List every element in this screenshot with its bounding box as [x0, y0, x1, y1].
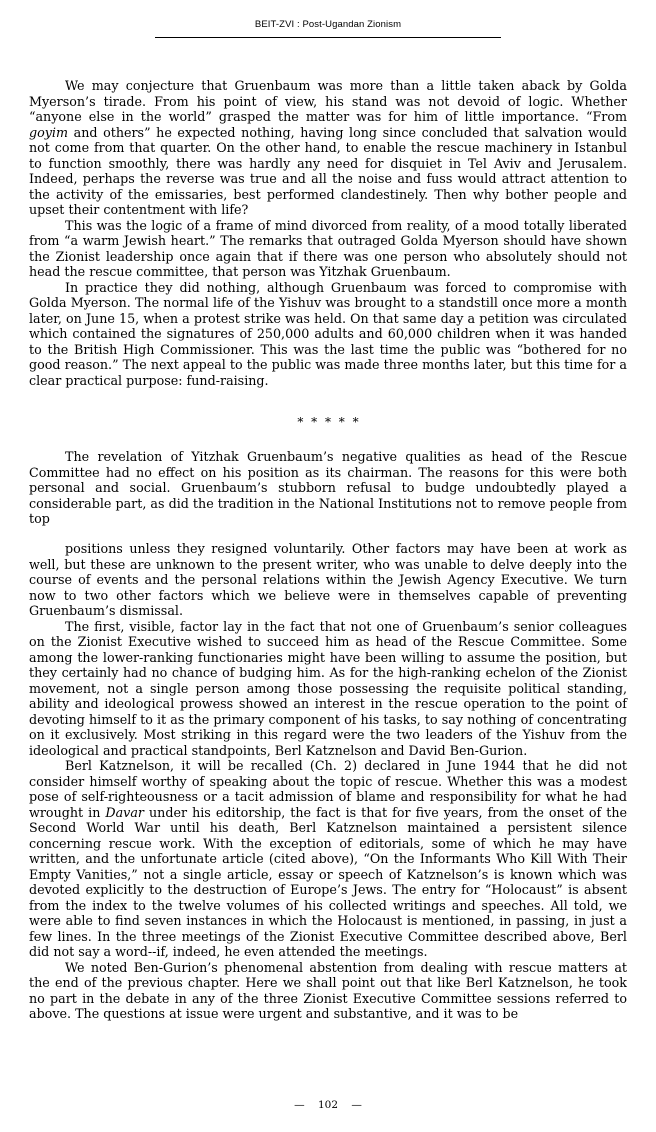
- italic-term: goyim: [29, 124, 69, 140]
- paragraph-text: In practice they did nothing, although Gruenbaum was forced to compromise with Golda Myerson. The normal life of the Yishuv was brought to a standstill once more a month later, on June 15, when a protest strike was held. On that same day a petition was circulated which contained the signatures of 250,000 adults and 60,000 children when it was handed to the British High Commissioner. This was the last time the public was “bothered for no good reason.” The next appeal to the public was made three months later, but this time for a clear practical purpose: fund-raising.: [29, 279, 627, 388]
- folio-dash-left: —: [294, 1099, 305, 1111]
- paragraph-text: Berl Katznelson, it will be recalled (Ch. 2) declared in June 1944 that he did not consider himself worthy of speaking about the topic of rescue. Whether this was a modest pose of self-righteousness or a tacit admission of blame and responsibility for what he had wrought in: [29, 758, 627, 820]
- italic-term: Davar: [105, 804, 144, 820]
- paragraph-text: positions unless they resigned voluntarily. Other factors may have been at work as well, but these are unknown to the present writer, who was unable to delve deeply into the course of events and the personal relations within the Jewish Agency Executive. We turn now to two other factors which we believe were in themselves capable of preventing Gruenbaum’s dismissal.: [29, 541, 627, 618]
- paragraph: [29, 619, 627, 759]
- paragraph: [29, 78, 627, 218]
- paragraph: [29, 758, 627, 960]
- body-text-after-break: [29, 449, 627, 527]
- paragraph-text: We may conjecture that Gruenbaum was more than a little taken aback by Golda Myerson’s tirade. From his point of view, his stand was not devoid of logic. Whether “anyone else in the world” grasped the matter was for him of little importance. “From: [29, 78, 627, 124]
- paragraph-text: under his editorship, the fact is that for five years, from the onset of the Second World War until his death, Berl Katznelson maintained a persistent silence concerning rescue work. With the exception of editorials, some of which he may have written, and the unfortunate article (cited above), “On the Informants Who Kill With Their Empty Vanities,” not a single article, essay or speech of Katznelson’s is known which was devoted explicitly to the destruction of Europe’s Jews. The entry for “Holocaust” is absent from the index to the twelve volumes of his collected writings and speeches. All told, we were able to find seven instances in which the Holocaust is mentioned, in passing, in just a few lines. In the three meetings of the Zionist Executive Committee described above, Berl did not say a word--if, indeed, he even attended the meetings.: [29, 804, 627, 959]
- folio-dash-right: —: [351, 1099, 362, 1111]
- paragraph: [29, 449, 627, 527]
- paragraph: [29, 280, 627, 389]
- paragraph: [29, 218, 627, 280]
- paragraph-text: We noted Ben-Gurion’s phenomenal abstention from dealing with rescue matters at the end of the previous chapter. Here we shall point out that like Berl Katznelson, he took no part in the debate in any of the three Zionist Executive Committee sessions referred to above. The questions at issue were urgent and substantive, and it was to be: [29, 959, 627, 1021]
- running-head: BEIT-ZVI : Post-Ugandan Zionism: [254, 19, 402, 30]
- header-rule: [155, 37, 501, 38]
- paragraph-text: and others” he expected nothing, having long since concluded that salvation would not come from that quarter. On the other hand, to enable the rescue machinery in Istanbul to function smoothly, there was hardly any need for disquiet in Tel Aviv and Jerusalem. Indeed, perhaps the reverse was true and all the noise and fuss would attract attention to the activity of the emissaries, best performed clandestinely. Then why bother people and upset their contentment with life?: [29, 124, 627, 217]
- section-break: * * * * *: [297, 415, 359, 429]
- folio-number: 102: [317, 1099, 339, 1111]
- paragraph: [29, 960, 627, 1022]
- paragraph: [29, 541, 627, 619]
- body-text-lower: [29, 541, 627, 1022]
- body-text-upper: [29, 78, 627, 388]
- paragraph-text: This was the logic of a frame of mind divorced from reality, of a mood totally liberated from “a warm Jewish heart.” The remarks that outraged Golda Myerson should have shown the Zionist leadership once again that if there was one person who absolutely should not head the rescue committee, that person was Yitzhak Gruenbaum.: [29, 217, 627, 279]
- paragraph-text: The first, visible, factor lay in the fact that not one of Gruenbaum’s senior colleagues on the Zionist Executive wished to succeed him as head of the Rescue Committee. Some among the lower-ranking functionaries might have been willing to assume the position, but they certainly had no chance of budging him. As for the high-ranking echelon of the Zionist movement, not a single person among those possessing the requisite political standing, ability and ideological prowess showed an interest in the rescue operation to the point of devoting himself to it as the primary component of his tasks, to say nothing of concentrating on it exclusively. Most striking in this regard were the two leaders of the Yishuv from the ideological and practical standpoints, Berl Katznelson and David Ben-Gurion.: [29, 618, 627, 758]
- paragraph-text: The revelation of Yitzhak Gruenbaum’s negative qualities as head of the Rescue Committee had no effect on his position as its chairman. The reasons for this were both personal and social. Gruenbaum’s stubborn refusal to budge undoubtedly played a considerable part, as did the tradition in the National Institutions not to remove people from top: [29, 449, 627, 526]
- page-number: [0, 1099, 656, 1111]
